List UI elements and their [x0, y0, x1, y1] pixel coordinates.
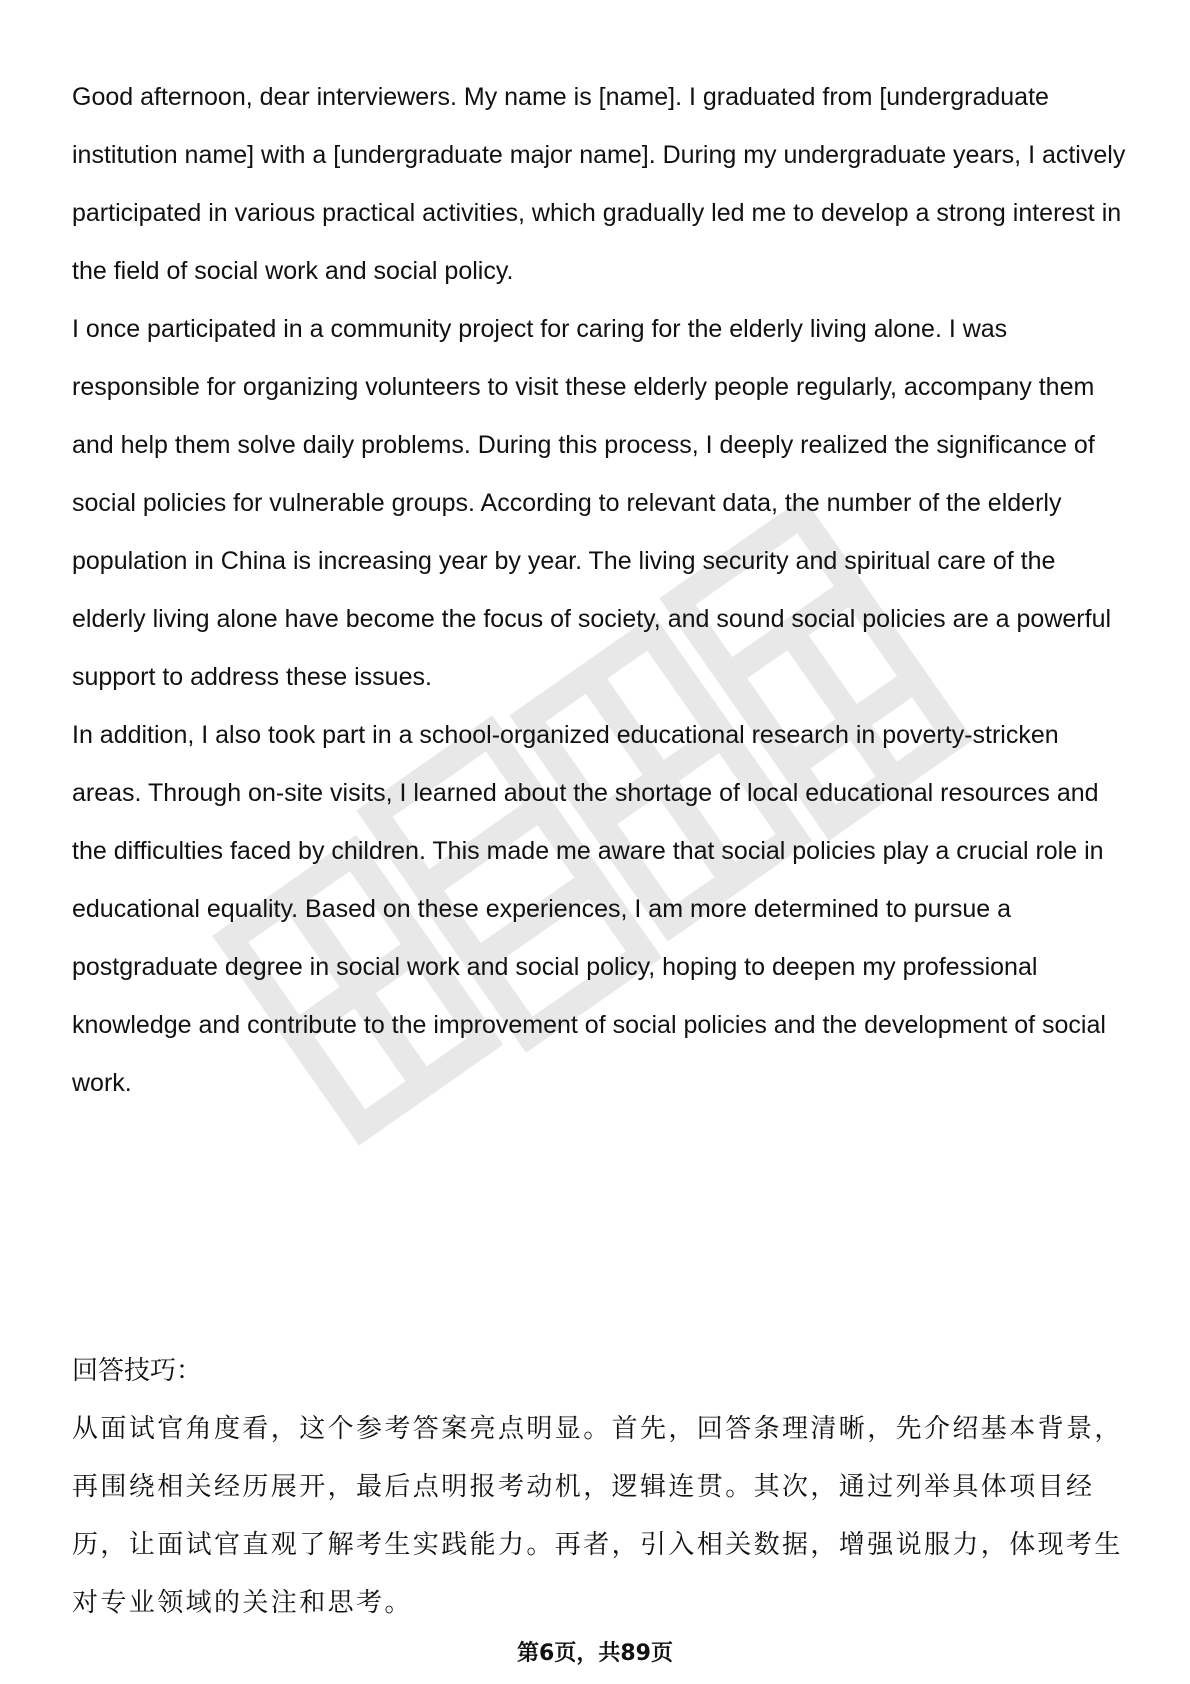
tips-heading: 回答技巧： — [72, 1356, 203, 1386]
paragraph-introduction: Good afternoon, dear interviewers. My name is [name]. I graduated from [undergraduate institution name] with a [undergraduate major name]. During my undergraduate years, I actively participated in various practical activities, which gradually led me to develop a strong interest in the field of social work and social policy. — [72, 83, 1126, 285]
answer-tips-section — [72, 1342, 1132, 1632]
page-number: 第6页，共89页 — [517, 1641, 673, 1666]
paragraph-education-research: In addition, I also took part in a school-organized educational research in poverty-stricken areas. Through on-site visits, I learned about the shortage of local educational resources and the difficulties faced by children. This made me aware that social policies play a crucial role in educational equality. Based on these experiences, I am more determined to pursue a postgraduate degree in social work and social policy, hoping to deepen my professional knowledge and contribute to the improvement of social policies and the development of social work. — [72, 721, 1106, 1097]
answer-body — [72, 68, 1132, 1112]
tips-text: 从面试官角度看，这个参考答案亮点明显。首先，回答条理清晰，先介绍基本背景，再围绕相关经历展开，最后点明报考动机，逻辑连贯。其次，通过列举具体项目经历，让面试官直观了解考生实践能力。再者，引入相关数据，增强说服力，体现考生对专业领域的关注和思考。 — [72, 1414, 1123, 1618]
paragraph-community-project: I once participated in a community project for caring for the elderly living alone. I was responsible for organizing volunteers to visit these elderly people regularly, accompany them and help them solve daily problems. During this process, I deeply realized the significance of social policies for vulnerable groups. According to relevant data, the number of the elderly population in China is increasing year by year. The living security and spiritual care of the elderly living alone have become the focus of society, and sound social policies are a powerful support to address these issues. — [72, 315, 1112, 691]
